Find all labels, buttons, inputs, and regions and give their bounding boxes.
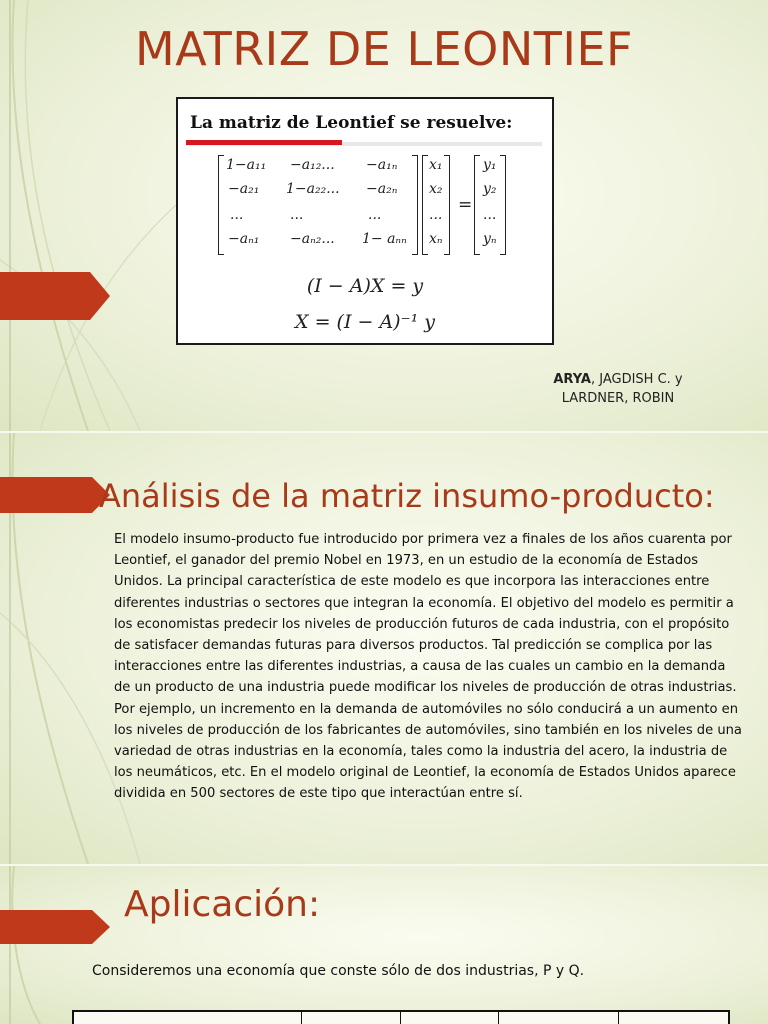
leontief-matrix-figure (176, 97, 554, 345)
x-vector (422, 155, 450, 255)
matrix-cell: ... (290, 207, 304, 223)
section-heading: Aplicación: (124, 884, 321, 925)
red-arrow-tab (0, 910, 110, 944)
vector-cell: ... (483, 207, 497, 223)
matrix-cell: 1− aₙₙ (362, 231, 407, 247)
matrix-cell: −a₂ₙ (366, 181, 398, 197)
red-arrow-tab (0, 272, 110, 320)
figure-heading: La matriz de Leontief se resuelve: (190, 113, 513, 133)
data-table (72, 1010, 730, 1024)
vector-cell: ... (429, 207, 443, 223)
coefficient-matrix (218, 155, 418, 255)
intro-sentence: Consideremos una economía que conste sólo de dos industrias, P y Q. (92, 963, 585, 979)
section-heading: Análisis de la matriz insumo-producto: (99, 477, 715, 515)
page-title: MATRIZ DE LEONTIEF (135, 22, 633, 76)
matrix-cell: ... (230, 207, 244, 223)
vector-cell: y₁ (483, 157, 497, 173)
equation-solution: X = (I − A)⁻¹ y (295, 311, 435, 333)
slide-application (0, 866, 768, 1024)
author-surname: ARYA (553, 372, 591, 387)
vector-cell: x₂ (429, 181, 443, 197)
matrix-cell: −aₙ₁ (228, 231, 260, 247)
matrix-cell: 1−a₁₁ (226, 157, 267, 173)
slide-analysis (0, 433, 768, 864)
vector-cell: y₂ (483, 181, 497, 197)
author-credit (528, 370, 708, 408)
y-vector (474, 155, 506, 255)
body-paragraph: El modelo insumo-producto fue introducido por primera vez a finales de los años cuarenta por Leontief, el ganador del premio Nobel en 1973, en un estudio de la economía de Estados Unidos. La principal característica de este modelo es que incorpora las interacciones entre diferentes industrias o sectores que integran la economía. El objetivo del modelo es permitir a los economistas predecir los niveles de producción futuros de cada industria, con el propósito de satisfacer demandas futuras para diversos productos. Tal predicción se complica por las interacciones entre las diferentes industrias, a causa de las cuales un cambio en la demanda de un producto de una industria puede modificar los niveles de producción de otras industrias. Por ejemplo, un incremento en la demanda de automóviles no sólo conducirá a un aumento en los niveles de producción de los fabricantes de automóviles, sino también en los niveles de una variedad de otras industrias en la economía, tales como la industria del acero, la industria de los neumáticos, etc. En el modelo original de Leontief, la economía de Estados Unidos aparece dividida en 500 sectores de este tipo que interactúan entre sí. (114, 532, 742, 802)
equation-system: (I − A)X = y (306, 275, 424, 297)
matrix-cell: −aₙ₂... (290, 231, 335, 247)
vector-cell: xₙ (429, 231, 443, 247)
matrix-cell: 1−a₂₂... (286, 181, 340, 197)
decorative-swoosh (0, 866, 768, 1024)
red-underline (186, 140, 342, 145)
red-arrow-tab (0, 477, 110, 513)
vector-cell: x₁ (429, 157, 443, 173)
author-line2: LARDNER, ROBIN (561, 391, 675, 406)
matrix-cell: −a₂₁ (228, 181, 260, 197)
equals-sign: = (458, 195, 473, 215)
slide-title (0, 0, 768, 431)
matrix-cell: −a₁₂... (290, 157, 335, 173)
matrix-cell: −a₁ₙ (366, 157, 398, 173)
vector-cell: yₙ (483, 231, 497, 247)
matrix-cell: ... (368, 207, 382, 223)
author-rest: , JAGDISH C. y (590, 372, 683, 387)
